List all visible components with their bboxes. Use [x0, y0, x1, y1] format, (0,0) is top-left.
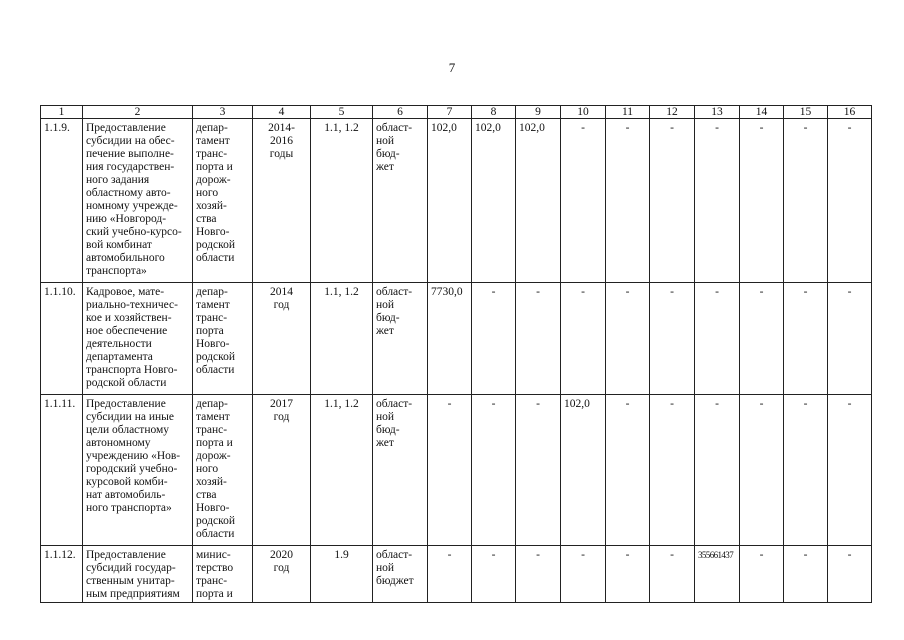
- column-number: 6: [373, 106, 428, 119]
- value-cell: -: [472, 283, 516, 395]
- column-number: 12: [650, 106, 695, 119]
- value-cell: 102,0: [561, 395, 606, 546]
- value-cell: -: [695, 283, 740, 395]
- value-cell: 102,0: [428, 119, 472, 283]
- target-indicators: 1.1, 1.2: [311, 283, 373, 395]
- row-id: 1.1.11.: [41, 395, 83, 546]
- value-cell: -: [784, 283, 828, 395]
- value-cell: -: [472, 395, 516, 546]
- value-cell: -: [828, 283, 872, 395]
- period: 2017 год: [270, 398, 293, 423]
- activity-name: Предоставление субсидий государ- ственным унитар- ным предприятиям: [86, 549, 180, 600]
- value-cell: -: [650, 395, 695, 546]
- column-number: 1: [41, 106, 83, 119]
- value-cell: -: [472, 546, 516, 603]
- value-cell: -: [606, 283, 650, 395]
- executor: депар- тамент транс- порта и дорож- ного хозяй- ства Новго- родской области: [196, 398, 236, 540]
- column-number: 2: [83, 106, 193, 119]
- column-number: 11: [606, 106, 650, 119]
- column-number: 8: [472, 106, 516, 119]
- value-cell: -: [695, 119, 740, 283]
- period: 2020 год: [270, 549, 293, 574]
- value-cell: -: [828, 119, 872, 283]
- funding-source: област- ной бюд- жет: [376, 398, 413, 449]
- period: 2014 год: [270, 286, 293, 311]
- value-cell: -: [828, 546, 872, 603]
- activity-name: Кадровое, мате- риально-техничес- кое и хозяйствен- ное обеспечение деятельности департамента транспорта Новго- родской области: [86, 286, 178, 389]
- funding-source: област- ной бюджет: [376, 549, 414, 587]
- value-cell: -: [428, 546, 472, 603]
- value-cell: -: [516, 395, 561, 546]
- executor: депар- тамент транс- порта и дорож- ного хозяй- ства Новго- родской области: [196, 122, 236, 264]
- value-cell: -: [784, 546, 828, 603]
- executor: минис- терство транс- порта и: [196, 549, 234, 600]
- column-number: 7: [428, 106, 472, 119]
- target-indicators: 1.1, 1.2: [311, 395, 373, 546]
- table-row: [41, 546, 872, 603]
- row-id: 1.1.12.: [41, 546, 83, 603]
- column-number: 4: [253, 106, 311, 119]
- value-cell: -: [784, 395, 828, 546]
- value-cell: -: [695, 395, 740, 546]
- column-number: 9: [516, 106, 561, 119]
- column-number-row: [41, 106, 872, 119]
- value-cell: -: [740, 395, 784, 546]
- value-cell: -: [740, 546, 784, 603]
- funding-source: област- ной бюд- жет: [376, 286, 413, 337]
- value-cell: -: [606, 119, 650, 283]
- value-cell: -: [606, 395, 650, 546]
- value-cell: -: [650, 119, 695, 283]
- value-cell: 355661437: [695, 546, 740, 603]
- row-id: 1.1.9.: [41, 119, 83, 283]
- value-cell: -: [561, 283, 606, 395]
- table-row: [41, 283, 872, 395]
- target-indicators: 1.1, 1.2: [311, 119, 373, 283]
- value-cell: 102,0: [516, 119, 561, 283]
- funding-source: област- ной бюд- жет: [376, 122, 413, 173]
- column-number: 13: [695, 106, 740, 119]
- value-cell: -: [784, 119, 828, 283]
- target-indicators: 1.9: [311, 546, 373, 603]
- value-cell: -: [740, 119, 784, 283]
- value-cell: -: [650, 283, 695, 395]
- table-row: [41, 119, 872, 283]
- value-cell: 7730,0: [428, 283, 472, 395]
- value-cell: 102,0: [472, 119, 516, 283]
- row-id: 1.1.10.: [41, 283, 83, 395]
- activity-name: Предоставление субсидии на обес- печение выполне- ния государствен- ного задания областному авто- номному учрежде- нию «Новгород- ский учебно-курсо- вой комбинат автомобильного транспорта»: [86, 122, 182, 277]
- value-cell: -: [561, 119, 606, 283]
- value-cell: -: [516, 546, 561, 603]
- column-number: 10: [561, 106, 606, 119]
- column-number: 5: [311, 106, 373, 119]
- value-cell: -: [606, 546, 650, 603]
- program-activities-table: [40, 105, 872, 603]
- column-number: 16: [828, 106, 872, 119]
- executor: депар- тамент транс- порта Новго- родской области: [196, 286, 236, 376]
- table-row: [41, 395, 872, 546]
- page-number: 7: [448, 60, 456, 75]
- column-number: 3: [193, 106, 253, 119]
- value-cell: -: [828, 395, 872, 546]
- column-number: 14: [740, 106, 784, 119]
- activity-name: Предоставление субсидии на иные цели областному автономному учреждению «Нов- городский учебно- курсовой комби- нат автомобиль- ного транспорта»: [86, 398, 181, 514]
- value-cell: -: [561, 546, 606, 603]
- value-cell: -: [740, 283, 784, 395]
- value-cell: -: [650, 546, 695, 603]
- period: 2014- 2016 годы: [268, 122, 295, 160]
- column-number: 15: [784, 106, 828, 119]
- value-cell: -: [428, 395, 472, 546]
- value-cell: -: [516, 283, 561, 395]
